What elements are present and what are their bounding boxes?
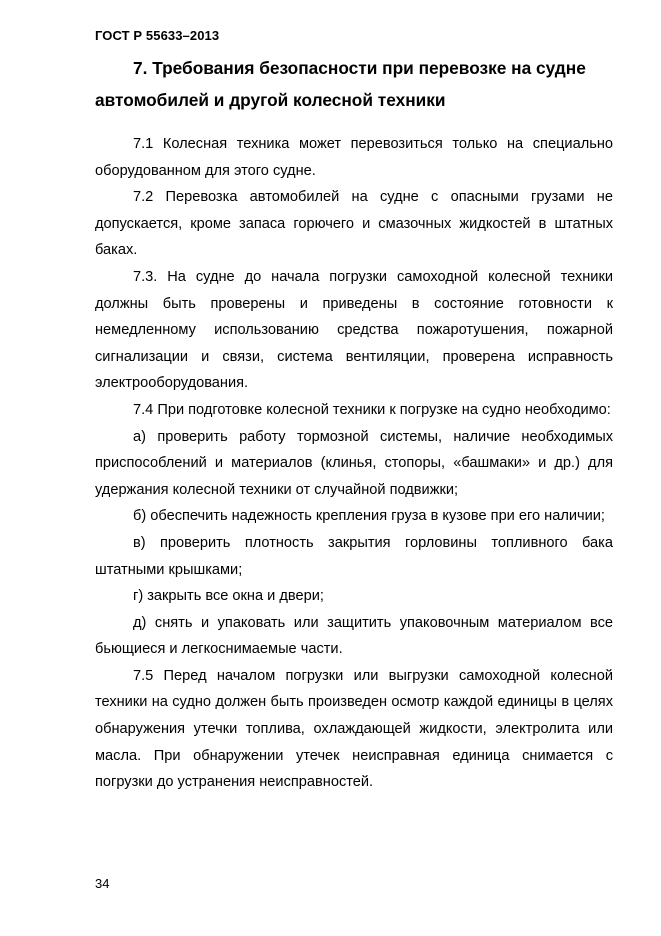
list-item-b: б) обеспечить надежность крепления груза в кузове при его наличии; xyxy=(133,508,605,525)
section-title-line-1: 7. Требования безопасности при перевозке на судне xyxy=(133,58,586,78)
section-body xyxy=(95,131,613,796)
paragraph-7-2: 7.2 Перевозка автомобилей на судне с опасными грузами не допускается, кроме запаса горючего и смазочных жидкостей в штатных баках. xyxy=(95,189,613,259)
section-title xyxy=(95,52,613,116)
list-item-v: в) проверить плотность закрытия горловины топливного бака штатными крышками; xyxy=(95,534,613,578)
list-item-g: г) закрыть все окна и двери; xyxy=(133,588,324,605)
paragraph-7-4: 7.4 При подготовке колесной техники к погрузке на судно необходимо: xyxy=(133,401,611,418)
list-item-d: д) снять и упаковать или защитить упаковочным материалом все бьющиеся и легкоснимаемые части. xyxy=(95,614,613,658)
paragraph-7-3: 7.3. На судне до начала погрузки самоходной колесной техники должны быть проверены и приведены в состояние готовности к немедленному использованию средства пожаротушения, пожарной сигнализации и связи, система вентиляции, проверена исправность электрооборудования. xyxy=(95,268,613,392)
standard-code: ГОСТ Р 55633–2013 xyxy=(95,28,220,43)
paragraph-7-1: 7.1 Колесная техника может перевозиться только на специально оборудованном для этого судне. xyxy=(95,136,613,179)
page-number: 34 xyxy=(95,876,110,891)
paragraph-7-5: 7.5 Перед началом погрузки или выгрузки самоходной колесной техники на судно должен быть произведен осмотр каждой единицы в целях обнаружения утечки топлива, охлаждающей жидкости, электролита или масла. При обнаружении утечек неисправная единица снимается с погрузки до устранения неисправностей. xyxy=(95,667,613,791)
list-item-a: а) проверить работу тормозной системы, наличие необходимых приспособлений и материалов (клинья, стопоры, «башмаки» и др.) для удержания колесной техники от случайной подвижки; xyxy=(95,428,613,498)
section-title-line-2: автомобилей и другой колесной техники xyxy=(95,90,446,110)
